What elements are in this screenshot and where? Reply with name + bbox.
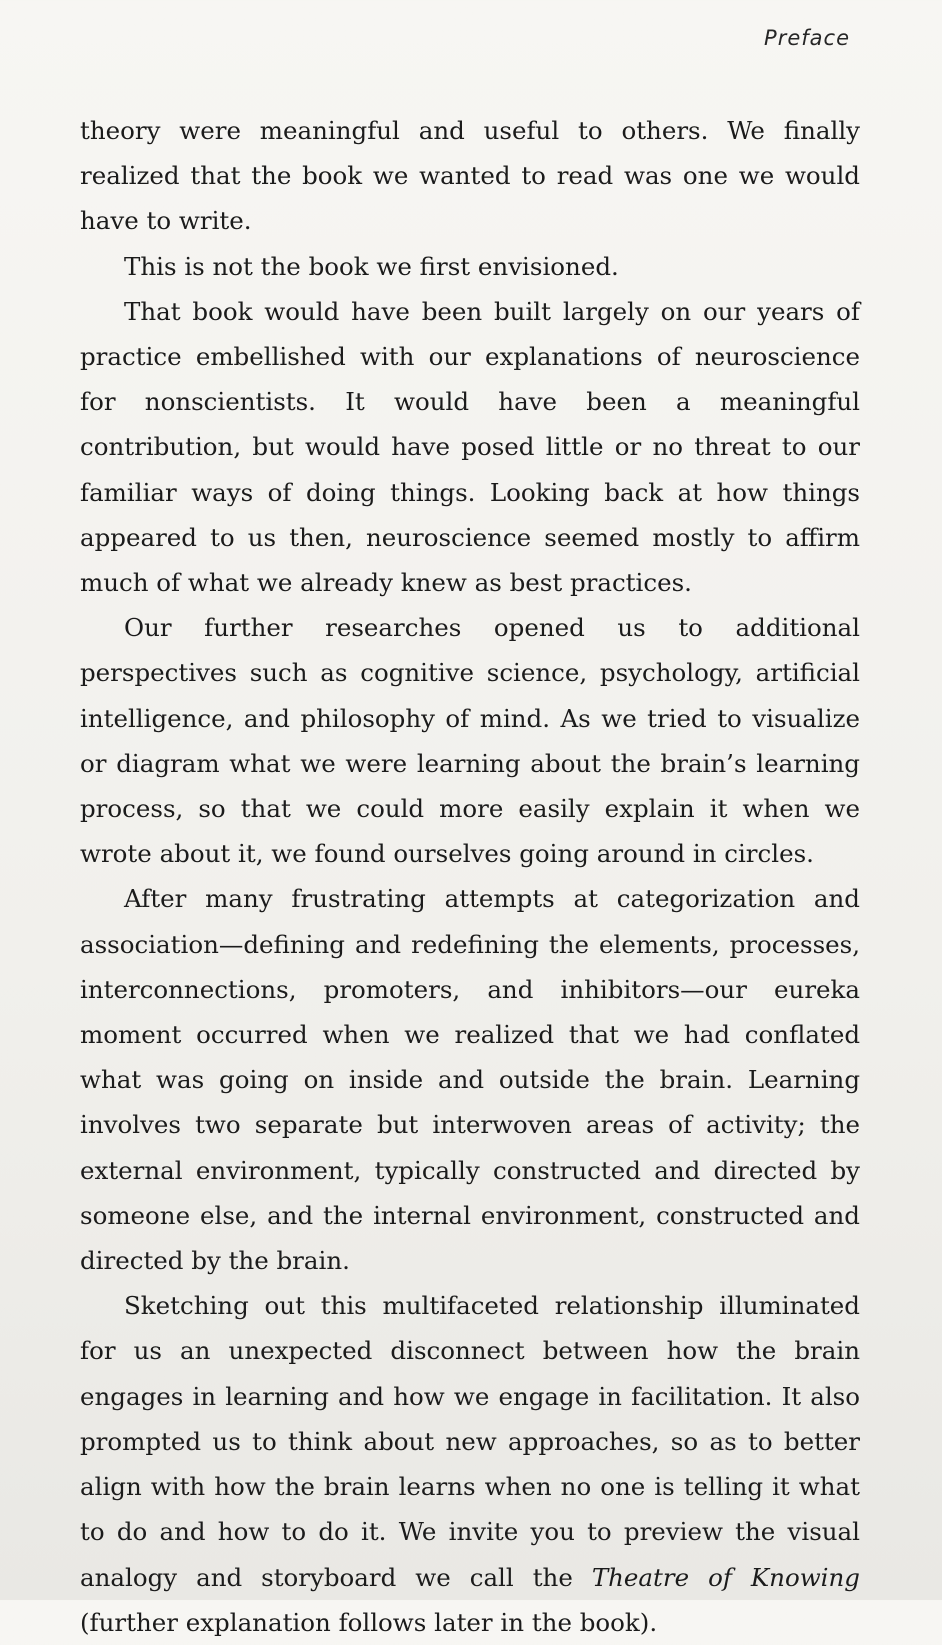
running-head: Preface (764, 26, 850, 50)
body-text (80, 108, 860, 1645)
paragraph-3: That book would have been built largely on our years of practice embellished with our explanations of neuroscience for nonscientists. It would have been a meaningful contribution, but would have posed little or no threat to our familiar ways of doing things. Looking back at how things appeared to us then, neuroscience seemed mostly to affirm much of what we already knew as best practices. (80, 296, 860, 598)
paragraph-6-text: Sketching out this multifaceted relationship illuminated for us an unexpected disconnect between how the brain engages in learning and how we engage in facilitation. It also prompted us to think about new approaches, so as to better align with how the brain learns when no one is telling it what to do and how to do it. We invite you to preview the visual analogy and storyboard we call the (80, 1291, 860, 1592)
paragraph-6-tail: (further explanation follows later in the book). (80, 1607, 658, 1637)
paragraph-4: Our further researches opened us to additional perspectives such as cognitive science, psychology, artificial intelligence, and philosophy of mind. As we tried to visualize or diagram what we were learning about the brain’s learning process, so that we could more easily explain it when we wrote about it, we found ourselves going around in circles. (80, 613, 860, 869)
paragraph-6 (80, 1283, 860, 1645)
book-title-italic: Theatre of Knowing (591, 1562, 860, 1592)
paragraph-2: This is not the book we first envisioned. (124, 251, 619, 281)
paragraph-1: theory were meaningful and useful to others. We finally realized that the book we wanted to read was one we would have to write. (80, 116, 860, 236)
paragraph-5: After many frustrating attempts at categorization and association—defining and redefining the elements, processes, interconnections, promoters, and inhibitors—our eureka moment occurred when we realized that we had conflated what was going on inside and outside the brain. Learning involves two separate but interwoven areas of activity; the external environment, typically constructed and directed by someone else, and the internal environment, constructed and directed by the brain. (80, 884, 860, 1276)
